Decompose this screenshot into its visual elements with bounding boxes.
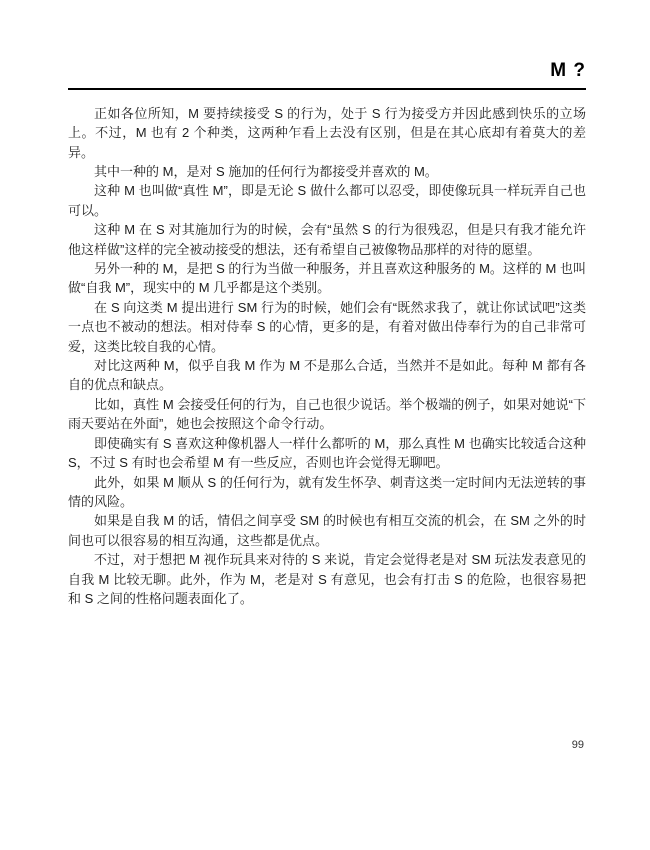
paragraph: 这种 M 也叫做“真性 M”，即是无论 S 做什么都可以忍受，即使像玩具一样玩弄自己也可以。 [68, 183, 586, 218]
paragraph: 另外一种的 M，是把 S 的行为当做一种服务，并且喜欢这种服务的 M。这样的 M 也叫做“自我 M”，现实中的 M 几乎都是这个类别。 [68, 261, 586, 296]
content-area [68, 60, 586, 608]
chapter-title: M ? [550, 60, 586, 81]
paragraph: 如果是自我 M 的话，情侣之间享受 SM 的时候也有相互交流的机会，在 SM 之外的时间也可以很容易的相互沟通，这些都是优点。 [68, 513, 586, 548]
paragraph: 正如各位所知，M 要持续接受 S 的行为，处于 S 行为接受方并因此感到快乐的立场上。不过，M 也有 2 个种类，这两种乍看上去没有区别，但是在其心底却有着莫大的差异。 [68, 105, 586, 160]
paragraph: 这种 M 在 S 对其施加行为的时候，会有“虽然 S 的行为很残忍，但是只有我才能允许他这样做”这样的完全被动接受的想法，还有希望自己被像物品那样的对待的愿望。 [68, 222, 586, 257]
page-number: 99 [571, 739, 584, 751]
body-text [68, 104, 586, 609]
paragraph: 即使确实有 S 喜欢这种像机器人一样什么都听的 M，那么真性 M 也确实比较适合这种 S，不过 S 有时也会希望 M 有一些反应，否则也许会觉得无聊吧。 [68, 435, 586, 471]
paragraph: 不过，对于想把 M 视作玩具来对待的 S 来说，肯定会觉得老是对 SM 玩法发表意见的自我 M 比较无聊。此外，作为 M，老是对 S 有意见，也会有打击 S 的危险，也很容易把和 S 之间的性格问题表面化了。 [68, 552, 586, 606]
paragraph: 对比这两种 M，似乎自我 M 作为 M 不是那么合适，当然并不是如此。每种 M 都有各自的优点和缺点。 [68, 358, 586, 393]
paragraph: 比如，真性 M 会接受任何的行为，自己也很少说话。举个极端的例子，如果对她说“下雨天要站在外面”，她也会按照这个命令行动。 [68, 396, 586, 432]
header-divider [68, 88, 586, 90]
paragraph: 其中一种的 M，是对 S 施加的任何行为都接受并喜欢的 M。 [94, 164, 438, 180]
paragraph: 在 S 向这类 M 提出进行 SM 行为的时候，她们会有“既然求我了，就让你试试吧”这类一点也不被动的想法。相对侍奉 S 的心情，更多的是，有着对做出侍奉行为的自己非常可爱，这类比较自我的心情。 [68, 299, 586, 354]
paragraph: 此外，如果 M 顺从 S 的任何行为，就有发生怀孕、刺青这类一定时间内无法逆转的事情的风险。 [68, 474, 586, 509]
